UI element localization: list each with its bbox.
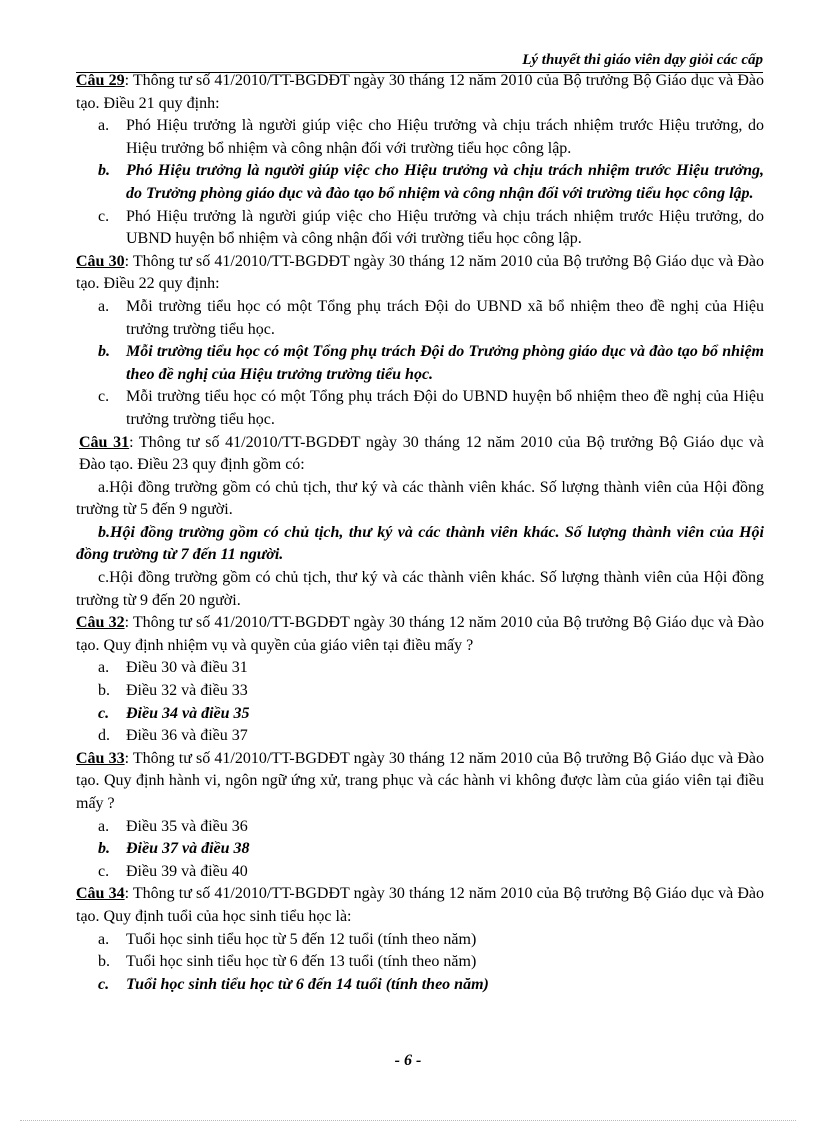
option-c (76, 386, 764, 431)
option-b-correct (76, 838, 764, 861)
option-a (76, 929, 764, 952)
option-text: Điều 34 và điều 35 (126, 704, 250, 722)
option-text: Phó Hiệu trưởng là người giúp việc cho Hiệu trưởng và chịu trách nhiệm trước Hiệu trưởng, do Trưởng phòng giáo dục và đào tạo bổ nhiệm và công nhận đối với trường tiểu học công lập. (126, 162, 764, 202)
option-b-correct (76, 341, 764, 386)
option-text: Điều 30 và điều 31 (126, 659, 248, 677)
question-text: : Thông tư số 41/2010/TT-BGDĐT ngày 30 tháng 12 năm 2010 của Bộ trưởng Bộ Giáo dục và Đào tạo. Điều 22 quy định: (76, 252, 765, 293)
option-text: Điều 39 và điều 40 (126, 862, 248, 880)
option-label: b. (98, 343, 110, 361)
option-c-correct (76, 703, 764, 726)
question-text: : Thông tư số 41/2010/TT-BGDĐT ngày 30 tháng 12 năm 2010 của Bộ trưởng Bộ Giáo dục và Đào tạo. Điều 21 quy định: (76, 72, 765, 112)
option-b (76, 951, 764, 974)
option-label: a. (98, 297, 110, 315)
option-b-correct (76, 160, 764, 205)
option-text: Hội đồng trường gồm có chủ tịch, thư ký và các thành viên khác. Số lượng thành viên của Hội đồng trường từ 7 đến 11 người. (76, 523, 764, 564)
option-label: c. (98, 569, 110, 587)
option-text: Mỗi trường tiểu học có một Tổng phụ trách Đội do Trưởng phòng giáo dục và đào tạo bổ nhiệm theo đề nghị của Hiệu trưởng trường tiểu học. (126, 343, 764, 383)
question-stem (76, 70, 764, 115)
option-a (76, 296, 764, 341)
question-stem (76, 612, 764, 657)
option-text: Hội đồng trường gồm có chủ tịch, thư ký và các thành viên khác. Số lượng thành viên của Hội đồng trường từ 5 đến 9 người. (76, 478, 764, 519)
option-text: Tuổi học sinh tiểu học từ 6 đến 14 tuổi (tính theo năm) (126, 975, 489, 993)
option-text: Mỗi trường tiểu học có một Tổng phụ trách Đội do UBND xã bổ nhiệm theo đề nghị của Hiệu trưởng trường tiểu học. (126, 297, 764, 338)
question-number: Câu 29 (76, 72, 125, 89)
option-a (76, 115, 764, 160)
option-a (76, 477, 764, 522)
option-c (76, 206, 764, 251)
option-label: c. (98, 975, 110, 993)
question-31 (76, 432, 764, 613)
page-number: - 6 - (394, 1052, 422, 1069)
option-label: b. (98, 523, 110, 541)
option-text: Điều 37 và điều 38 (126, 840, 250, 858)
running-header: Lý thuyết thi giáo viên dạy giỏi các cấp (522, 52, 763, 68)
question-stem (76, 748, 764, 816)
option-label: a. (98, 478, 110, 496)
option-label: c. (98, 862, 110, 880)
option-a (76, 657, 764, 680)
option-label: d. (98, 727, 110, 745)
question-number: Câu 30 (76, 252, 125, 270)
option-c (76, 567, 764, 612)
option-text: Mỗi trường tiểu học có một Tổng phụ trách Đội do UBND huyện bổ nhiệm theo đề nghị của Hiệu trưởng trường tiểu học. (126, 388, 764, 428)
question-number: Câu 34 (76, 885, 125, 903)
option-label: a. (98, 117, 110, 135)
option-label: c. (98, 207, 110, 225)
option-b (76, 680, 764, 703)
page-content (76, 70, 764, 996)
question-33 (76, 748, 764, 884)
option-label: a. (98, 817, 110, 835)
question-stem (76, 883, 764, 928)
question-34 (76, 883, 764, 996)
option-text: Hội đồng trường gồm có chủ tịch, thư ký và các thành viên khác. Số lượng thành viên của Hội đồng trường từ 9 đến 20 người. (76, 569, 764, 609)
question-number: Câu 33 (76, 749, 125, 767)
option-label: c. (98, 388, 110, 406)
option-b-correct (76, 522, 764, 567)
question-text: : Thông tư số 41/2010/TT-BGDĐT ngày 30 tháng 12 năm 2010 của Bộ trưởng Bộ Giáo dục và Đào tạo. Quy định nhiệm vụ và quyền của giáo viên tại điều mấy ? (76, 614, 765, 654)
option-text: Tuổi học sinh tiểu học từ 6 đến 13 tuổi (tính theo năm) (126, 953, 477, 971)
option-a (76, 816, 764, 839)
option-label: a. (98, 930, 110, 948)
option-label: b. (98, 953, 110, 971)
question-32 (76, 612, 764, 748)
option-text: Phó Hiệu trưởng là người giúp việc cho Hiệu trưởng và chịu trách nhiệm trước Hiệu trưởng, do Hiệu trưởng bổ nhiệm và công nhận đối với trường tiểu học công lập. (126, 117, 764, 157)
question-number: Câu 32 (76, 614, 125, 632)
option-c-correct (76, 974, 764, 997)
question-30 (76, 251, 764, 432)
question-text: : Thông tư số 41/2010/TT-BGDĐT ngày 30 tháng 12 năm 2010 của Bộ trưởng Bộ Giáo dục và Đào tạo. Điều 23 quy định gồm có: (79, 433, 765, 474)
footer-rule (20, 1120, 796, 1121)
option-text: Điều 36 và điều 37 (126, 727, 248, 745)
question-29 (76, 70, 764, 251)
option-label: c. (98, 704, 110, 722)
option-label: b. (98, 682, 110, 700)
option-c (76, 861, 764, 884)
question-stem (76, 251, 764, 296)
option-text: Phó Hiệu trưởng là người giúp việc cho Hiệu trưởng và chịu trách nhiệm trước Hiệu trưởng, do UBND huyện bổ nhiệm và công nhận đối với trường tiểu học công lập. (126, 207, 764, 248)
question-text: : Thông tư số 41/2010/TT-BGDĐT ngày 30 tháng 12 năm 2010 của Bộ trưởng Bộ Giáo dục và Đào tạo. Quy định tuổi của học sinh tiểu học là: (76, 885, 765, 925)
option-label: a. (98, 659, 110, 677)
option-label: b. (98, 162, 110, 180)
question-number: Câu 31 (79, 433, 130, 451)
question-stem (76, 432, 764, 477)
option-text: Tuổi học sinh tiểu học từ 5 đến 12 tuổi (tính theo năm) (126, 930, 477, 948)
option-text: Điều 32 và điều 33 (126, 682, 248, 700)
option-label: b. (98, 840, 110, 858)
option-text: Điều 35 và điều 36 (126, 817, 248, 835)
option-d (76, 725, 764, 748)
question-text: : Thông tư số 41/2010/TT-BGDĐT ngày 30 tháng 12 năm 2010 của Bộ trưởng Bộ Giáo dục và Đào tạo. Quy định hành vi, ngôn ngữ ứng xử, trang phục và các hành vi không được làm của giáo viên tại điều mấy ? (76, 749, 765, 812)
